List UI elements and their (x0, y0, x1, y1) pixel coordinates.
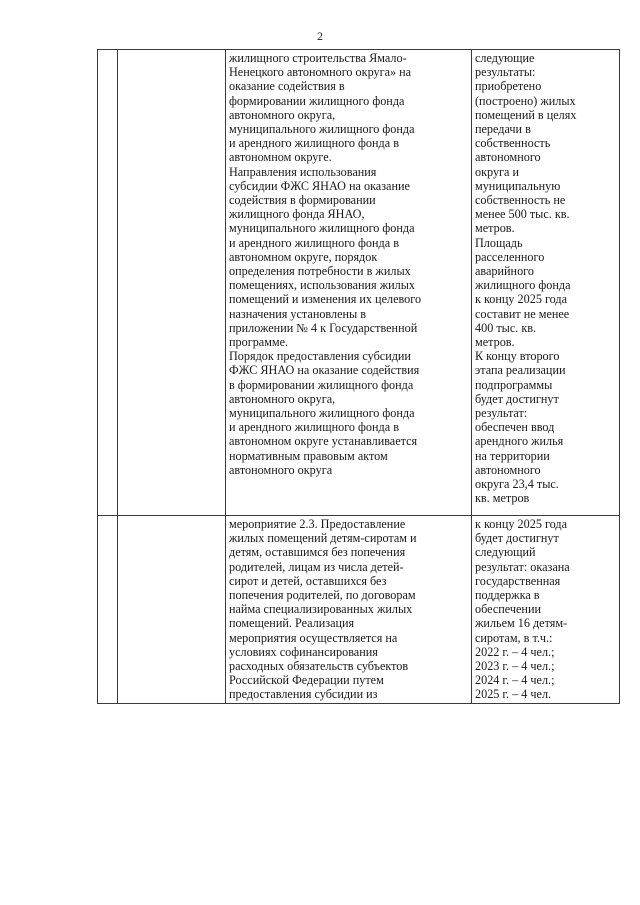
result-line: результаты: (475, 65, 536, 80)
number-cell (98, 50, 118, 516)
result-line: на территории (475, 448, 550, 463)
description-line: автономном округе. (229, 150, 332, 165)
description-cell (226, 516, 472, 704)
result-line: сиротам, в т.ч.: (475, 630, 553, 645)
description-line: родителей, лицам из числа детей- (229, 559, 404, 574)
description-line: назначения установлены в (229, 306, 367, 321)
description-line: условиях софинансирования (229, 644, 378, 659)
description-line: детям, оставшимся без попечения (229, 545, 406, 560)
result-cell (472, 50, 620, 516)
result-line: будет достигнут (475, 391, 559, 406)
result-line: 2024 г. – 4 чел.; (475, 673, 555, 688)
result-line: жильем 16 детям- (475, 616, 568, 631)
result-paragraph (475, 51, 616, 236)
result-line: обеспечен ввод (475, 420, 555, 435)
result-line: 400 тыс. кв. (475, 320, 537, 335)
description-line: помещений и изменения их целевого (229, 292, 422, 307)
description-line: в формировании жилищного фонда (229, 377, 414, 392)
description-paragraph (229, 517, 468, 702)
result-line: аварийного (475, 264, 534, 279)
result-line: собственность не (475, 193, 566, 208)
result-line: помещений в целях (475, 107, 577, 122)
result-line: результат: оказана (475, 559, 570, 574)
result-line: 2023 г. – 4 чел.; (475, 659, 555, 674)
description-line: помещений. Реализация (229, 616, 355, 631)
result-line: следующие (475, 51, 535, 65)
description-line: и арендного жилищного фонда в (229, 420, 399, 435)
result-line: менее 500 тыс. кв. (475, 207, 570, 222)
result-line: автономного (475, 150, 541, 165)
description-line: и арендного жилищного фонда в (229, 235, 399, 250)
description-paragraph (229, 165, 468, 350)
description-line: Направления использования (229, 164, 377, 179)
description-paragraph (229, 349, 468, 477)
name-cell (118, 50, 226, 516)
result-paragraph (475, 236, 616, 350)
description-line: автономного округа (229, 462, 333, 477)
description-line: Порядок предоставления субсидии (229, 349, 411, 364)
description-line: нормативным правовым актом (229, 448, 388, 463)
description-line: предоставления субсидии из (229, 687, 378, 702)
table-row (98, 516, 620, 704)
description-line: приложении № 4 к Государственной (229, 320, 418, 335)
page-number: 2 (317, 29, 323, 43)
description-line: Российской Федерации путем (229, 673, 384, 688)
result-line: арендного жилья (475, 434, 564, 449)
result-line: собственность (475, 136, 551, 151)
description-line: определения потребности в жилых (229, 264, 411, 279)
description-paragraph (229, 51, 468, 165)
description-line: содействия в формировании (229, 193, 376, 208)
result-line: к концу 2025 года (475, 517, 568, 531)
result-line: кв. метров (475, 491, 530, 506)
result-line: к концу 2025 года (475, 292, 568, 307)
result-line: Площадь (475, 235, 523, 250)
result-line: результат: (475, 406, 528, 421)
description-line: программе. (229, 335, 289, 350)
name-cell (118, 516, 226, 704)
description-line: автономном округе устанавливается (229, 434, 418, 449)
table-row (98, 50, 620, 516)
description-line: жилищного строительства Ямало- (229, 51, 407, 65)
description-line: жилищного фонда ЯНАО, (229, 207, 365, 222)
description-line: мероприятие 2.3. Предоставление (229, 517, 406, 531)
result-line: приобретено (475, 79, 542, 94)
description-line: автономного округа, (229, 391, 336, 406)
description-line: автономного округа, (229, 107, 336, 122)
result-line: поддержка в (475, 588, 540, 603)
result-line: расселенного (475, 249, 545, 264)
result-cell (472, 516, 620, 704)
description-line: мероприятия осуществляется на (229, 630, 398, 645)
description-line: жилых помещений детям-сиротам и (229, 531, 417, 546)
result-line: автономного (475, 462, 541, 477)
description-line: субсидии ФЖС ЯНАО на оказание (229, 178, 410, 193)
description-line: попечения родителей, по договорам (229, 588, 416, 603)
program-table (97, 49, 620, 704)
description-line: оказание содействия в (229, 79, 345, 94)
result-line: подпрограммы (475, 377, 553, 392)
description-line: сирот и детей, оставшихся без (229, 573, 387, 588)
description-line: формировании жилищного фонда (229, 93, 405, 108)
result-line: (построено) жилых (475, 93, 576, 108)
result-line: передачи в (475, 122, 531, 137)
result-line: составит не менее (475, 306, 570, 321)
result-line: государственная (475, 573, 561, 588)
result-paragraph (475, 349, 616, 505)
result-line: 2025 г. – 4 чел. (475, 687, 552, 702)
result-line: округа и (475, 164, 520, 179)
description-cell (226, 50, 472, 516)
result-paragraph (475, 517, 616, 702)
description-line: муниципального жилищного фонда (229, 122, 415, 137)
result-line: муниципальную (475, 178, 561, 193)
result-line: округа 23,4 тыс. (475, 477, 559, 492)
number-cell (98, 516, 118, 704)
description-line: Ненецкого автономного округа» на (229, 65, 412, 80)
result-line: следующий (475, 545, 536, 560)
description-line: найма специализированных жилых (229, 602, 413, 617)
description-line: муниципального жилищного фонда (229, 406, 415, 421)
result-line: метров. (475, 335, 515, 350)
result-line: К концу второго (475, 349, 560, 364)
result-line: будет достигнут (475, 531, 559, 546)
result-line: метров. (475, 221, 515, 236)
description-line: расходных обязательств субъектов (229, 659, 409, 674)
description-line: помещениях, использования жилых (229, 278, 416, 293)
description-line: и арендного жилищного фонда в (229, 136, 399, 151)
result-line: этапа реализации (475, 363, 566, 378)
description-line: автономном округе, порядок (229, 249, 378, 264)
result-line: обеспечении (475, 602, 541, 617)
result-line: жилищного фонда (475, 278, 571, 293)
description-line: муниципального жилищного фонда (229, 221, 415, 236)
description-line: ФЖС ЯНАО на оказание содействия (229, 363, 420, 378)
result-line: 2022 г. – 4 чел.; (475, 644, 555, 659)
